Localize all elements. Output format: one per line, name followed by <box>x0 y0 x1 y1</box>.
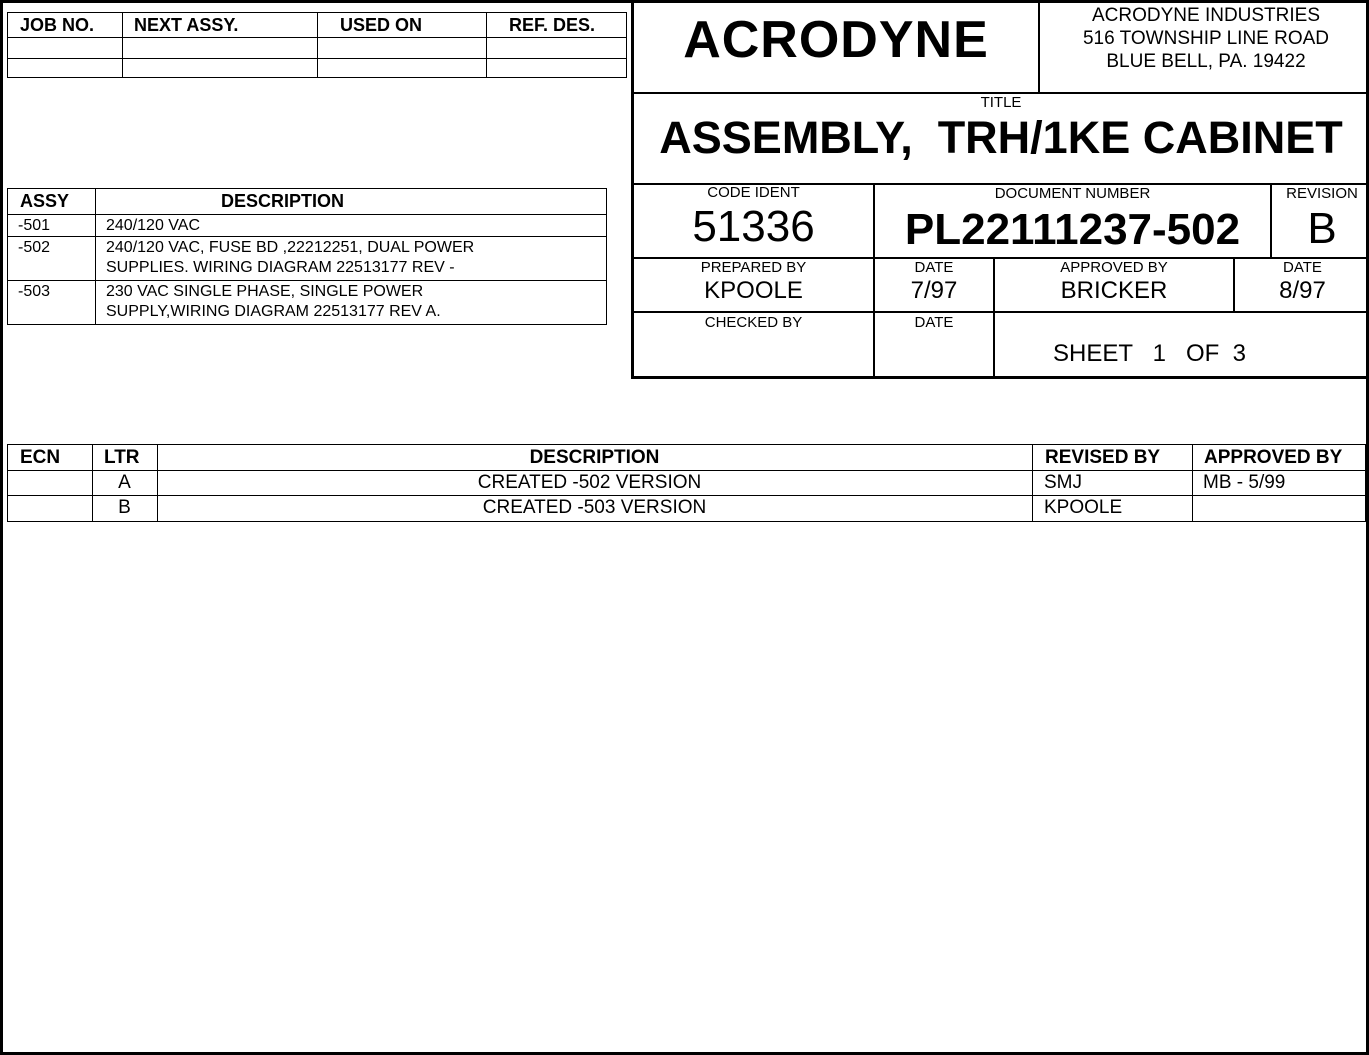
ecn-header: ECN <box>20 447 61 468</box>
prepared-by-value: KPOOLE <box>704 277 803 304</box>
document-number-label: DOCUMENT NUMBER <box>994 185 1151 202</box>
sheet-number: SHEET 1 OF 3 <box>1053 340 1246 367</box>
next-assy-header: NEXT ASSY. <box>134 15 239 35</box>
assy-number: -502 <box>18 239 51 256</box>
revision-label: REVISION <box>1286 185 1358 202</box>
ltr-header: LTR <box>104 447 140 468</box>
checked-date-label: DATE <box>914 314 954 331</box>
approved-date-value: 8/97 <box>1279 277 1326 304</box>
assy-table <box>7 188 607 325</box>
ltr-cell: A <box>118 472 131 493</box>
drawing-title: ASSEMBLY, TRH/1KE CABINET <box>659 112 1343 163</box>
ecn-description-cell: CREATED -503 VERSION <box>482 497 707 518</box>
ecn-description-cell: CREATED -502 VERSION <box>477 472 702 493</box>
usage-table <box>7 12 627 78</box>
ecn-description-header: DESCRIPTION <box>529 447 660 468</box>
job-no-header: JOB NO. <box>20 15 95 35</box>
revised-by-cell: SMJ <box>1044 472 1082 493</box>
assy-description-cont: SUPPLY,WIRING DIAGRAM 22513177 REV A. <box>106 303 441 320</box>
company-logo: ACRODYNE <box>683 11 989 69</box>
revision-history-table <box>7 444 1366 522</box>
document-number-value: PL22111237-502 <box>904 205 1241 254</box>
revised-by-cell: KPOOLE <box>1044 497 1123 518</box>
code-ident-value: 51336 <box>692 202 815 251</box>
approved-date-label: DATE <box>1283 259 1322 276</box>
ref-des-header: REF. DES. <box>509 15 596 35</box>
assy-description: 240/120 VAC <box>106 217 200 234</box>
approved-by-value: BRICKER <box>1060 277 1168 304</box>
checked-by-label: CHECKED BY <box>704 314 803 331</box>
used-on-header: USED ON <box>340 15 423 35</box>
revision-value: B <box>1307 204 1337 253</box>
assy-description-cont: SUPPLIES. WIRING DIAGRAM 22513177 REV - <box>106 259 455 276</box>
prepared-date-value: 7/97 <box>910 277 958 304</box>
assy-description: 230 VAC SINGLE PHASE, SINGLE POWER <box>106 283 424 300</box>
revised-by-header: REVISED BY <box>1045 447 1161 468</box>
ecn-approved-by-header: APPROVED BY <box>1204 447 1343 468</box>
company-address <box>1040 4 1369 73</box>
prepared-date-label: DATE <box>914 259 954 276</box>
title-label: TITLE <box>980 94 1022 111</box>
assy-number: -503 <box>18 283 51 300</box>
description-header: DESCRIPTION <box>221 191 345 211</box>
title-block <box>631 0 1369 379</box>
company-city: BLUE BELL, PA. 19422 <box>1106 51 1306 72</box>
ltr-cell: B <box>118 497 131 518</box>
assy-description: 240/120 VAC, FUSE BD ,22212251, DUAL POWER <box>106 239 475 256</box>
company-name: ACRODYNE INDUSTRIES <box>1091 5 1321 26</box>
ecn-approved-by-cell: MB - 5/99 <box>1203 472 1286 493</box>
assy-header: ASSY <box>20 191 70 211</box>
company-street: 516 TOWNSHIP LINE ROAD <box>1082 28 1330 49</box>
assy-number: -501 <box>18 217 51 234</box>
prepared-by-label: PREPARED BY <box>700 259 807 276</box>
approved-by-label: APPROVED BY <box>1060 259 1168 276</box>
code-ident-label: CODE IDENT <box>707 184 800 201</box>
